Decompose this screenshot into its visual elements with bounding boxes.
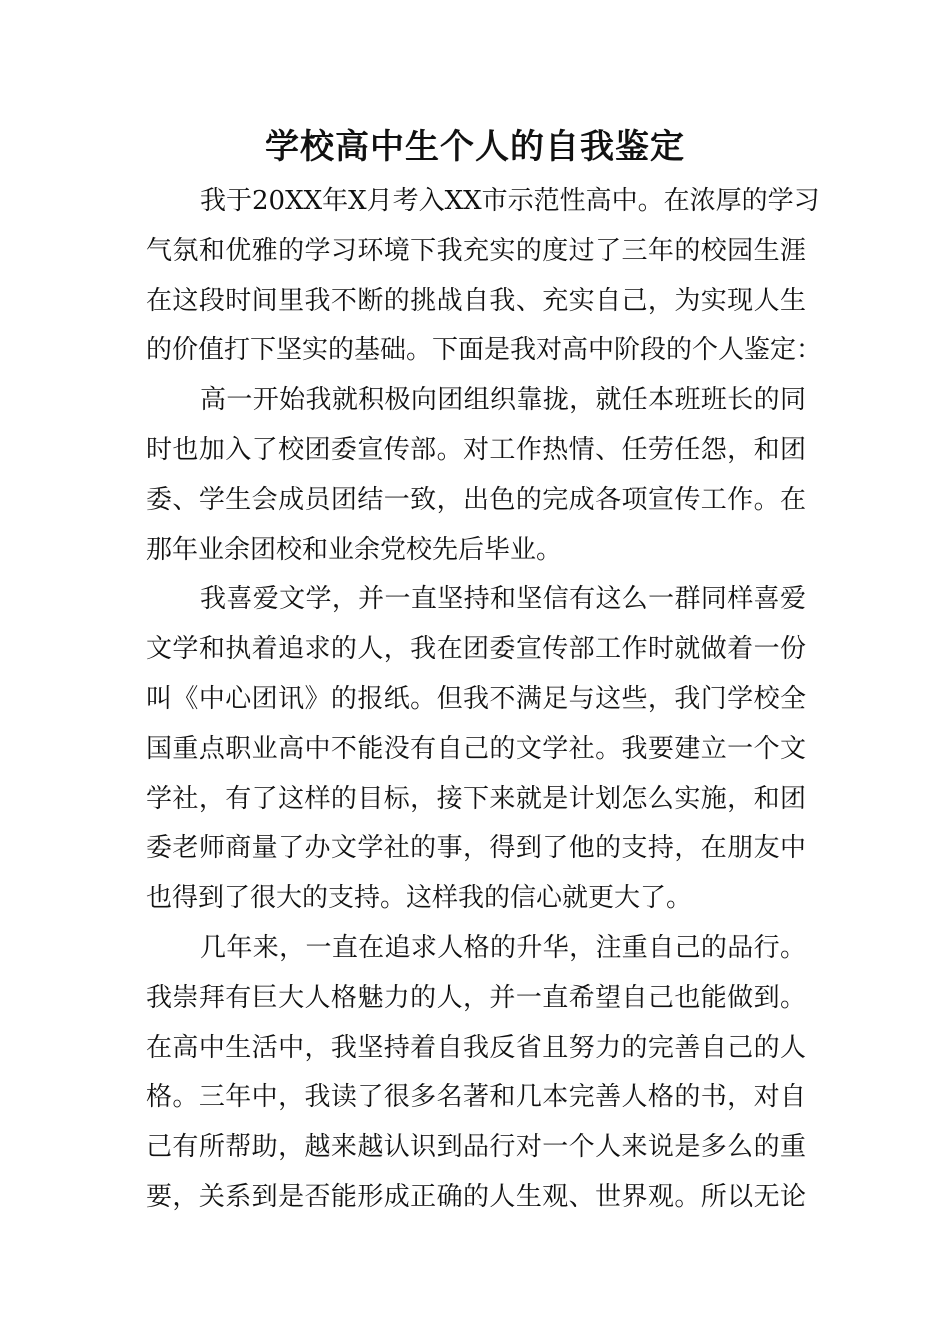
document-title: 学校高中生个人的自我鉴定 [265, 127, 685, 167]
document-body [146, 177, 823, 1223]
paragraph-3-line-2: 文学和执着追求的人，我在团委宣传部工作时就做着一份 [146, 634, 806, 665]
paragraph-3-line-7: 也得到了很大的支持。这样我的信心就更大了。 [146, 883, 693, 914]
paragraph-4-line-2: 我崇拜有巨大人格魅力的人，并一直希望自己也能做到。 [146, 982, 806, 1013]
paragraph-1-line-1: 我于20XX年X月考入XX市示范性高中。在浓厚的学习 [200, 186, 820, 216]
paragraph-2-line-2: 时也加入了校团委宣传部。对工作热情、任劳任怨，和团 [146, 434, 806, 465]
paragraph-3-line-3: 叫《中心团讯》的报纸。但我不满足与这些，我门学校全 [146, 683, 806, 714]
paragraph-3-line-6: 委老师商量了办文学社的事，得到了他的支持，在朋友中 [146, 833, 806, 864]
paragraph-1-line-2: 气氛和优雅的学习环境下我充实的度过了三年的校园生涯 [146, 235, 806, 266]
paragraph-1-line-4: 的价值打下坚实的基础。下面是我对高中阶段的个人鉴定： [146, 335, 823, 366]
paragraph-4-line-3: 在高中生活中，我坚持着自我反省且努力的完善自己的人 [146, 1032, 806, 1063]
paragraph-2-line-1: 高一开始我就积极向团组织靠拢，就任本班班长的同 [200, 385, 806, 416]
paragraph-3-line-1: 我喜爱文学，并一直坚持和坚信有这么一群同样喜爱 [200, 584, 806, 615]
paragraph-4-line-6: 要，关系到是否能形成正确的人生观、世界观。所以无论 [146, 1181, 806, 1212]
paragraph-3-line-4: 国重点职业高中不能没有自己的文学社。我要建立一个文 [146, 733, 806, 764]
paragraph-4-line-4: 格。三年中，我读了很多名著和几本完善人格的书，对自 [146, 1082, 806, 1113]
paragraph-3-line-5: 学社，有了这样的目标，接下来就是计划怎么实施，和团 [146, 783, 806, 814]
paragraph-4-line-1: 几年来，一直在追求人格的升华，注重自己的品行。 [200, 932, 806, 963]
paragraph-4-line-5: 己有所帮助，越来越认识到品行对一个人来说是多么的重 [146, 1132, 806, 1163]
paragraph-1-line-3: 在这段时间里我不断的挑战自我、充实自己，为实现人生 [146, 285, 806, 316]
paragraph-2-line-3: 委、学生会成员团结一致，出色的完成各项宣传工作。在 [146, 484, 806, 515]
paragraph-2-line-4: 那年业余团校和业余党校先后毕业。 [146, 534, 563, 565]
